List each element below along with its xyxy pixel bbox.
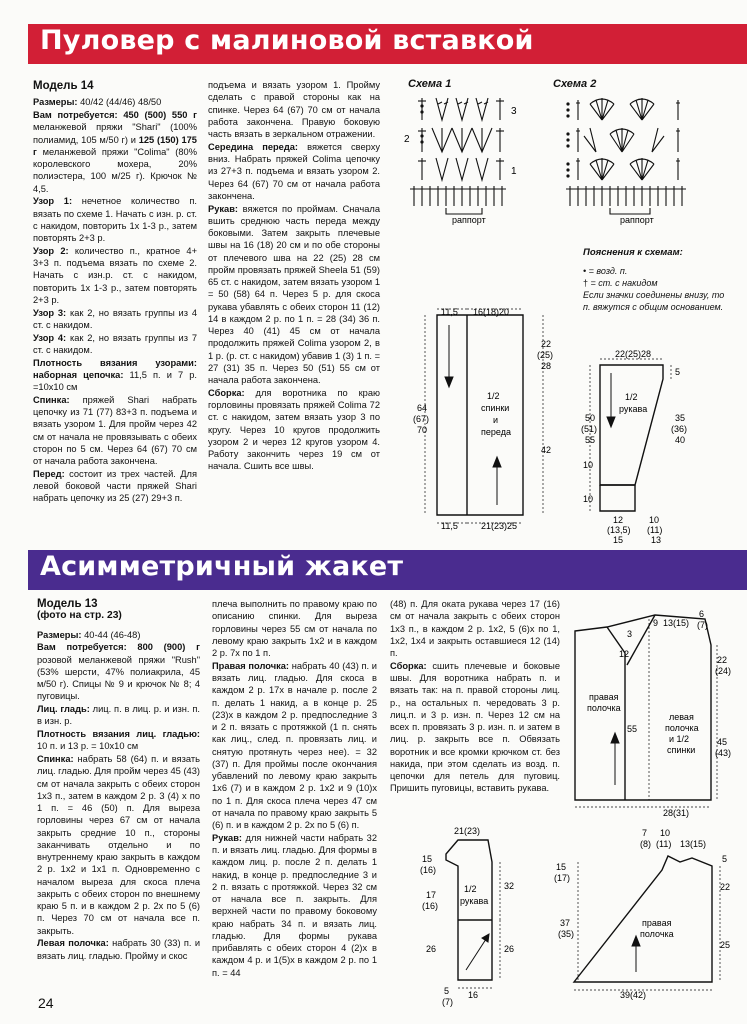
sleeve-right-a: 35 <box>675 413 686 423</box>
sleeve-label-1: 1/2 <box>625 392 638 402</box>
section2-col2-body <box>212 598 377 979</box>
pattern-jacket-sleeve <box>418 820 548 1010</box>
body-label-1: 1/2 <box>487 391 500 401</box>
front2-n39-42: 39(42) <box>620 990 647 1000</box>
body-right-dim-b: (25) <box>537 350 554 360</box>
paragraph: Перед: состоит из трех частей. Для левой боковой части пряжей Shari набрать цепочку из 25 (27) 29+3 п. <box>33 468 197 504</box>
sleeve2-n17: 17 <box>426 890 437 900</box>
sleeve2-label-2: рукава <box>460 896 489 906</box>
paragraph: Рукав: для нижней части набрать 32 п. и вязать лиц. гладью. Для формы в каждом лиц. р. после 2 п. делать 1 накид, в конце р. предпоследние 3 и 2 п. вязать с протяжкой. Через 32 см от начала все п. закрыть. Для верхней части по правому боковому краю набрать 34 п. и вязать лиц. гладью. Для формы рукава прибавлять с обеих сторон 4 (2)х в каждом 4 р. и 1(5)х в каждом 2 р. по 1 п. = 44 <box>212 832 377 978</box>
sleeve-bottom-10a: 10 <box>649 515 660 525</box>
schema1-row3 <box>418 98 504 120</box>
schema2-fans <box>576 98 680 180</box>
pattern-sleeve <box>575 345 740 545</box>
jacket-n9: 9 <box>653 618 659 628</box>
paragraph: Узор 3: как 2, но вязать группы из 4 ст. с накидом. <box>33 307 197 330</box>
front2-n13-15: 13(15) <box>680 839 707 849</box>
section2-col1-body <box>37 629 200 962</box>
pattern-jacket-front <box>552 822 744 1002</box>
body-right-dim-a: 22 <box>541 339 552 349</box>
chain-stitch-icon: • <box>583 266 587 276</box>
paragraph: (48) п. Для оката рукава через 17 (16) см от начала закрыть с обеих сторон 1х3 п., в каждом 2 р. 1х2, 5 (6)х по 1, 1х2, 1х4 и закрыть оставшиеся 12 (14) п. <box>390 599 560 658</box>
sleeve2-n7: (7) <box>442 997 453 1007</box>
schema1-row-3: 3 <box>511 106 517 117</box>
sleeve2-n15: 15 <box>422 854 433 864</box>
article-banner-jacket <box>0 548 747 592</box>
section1-col2-body <box>208 79 380 473</box>
article-title: Пуловер с малиновой вставкой <box>40 25 534 56</box>
front2-n8: (8) <box>640 839 651 849</box>
model-heading: Модель 13 <box>37 598 98 610</box>
sleeve-right-b: (36) <box>671 424 688 434</box>
body-outline <box>437 315 523 515</box>
schema1-chart <box>410 98 506 214</box>
paragraph: Середина переда: вяжется сверху вниз. Набрать пряжей Colima цепочку из 27+3 п. подъема и вязать узором 2. Через 64 (67) 70 см от начала работа закончена. <box>208 141 380 201</box>
sleeve-left-c: 55 <box>585 435 596 445</box>
front2-n7: 7 <box>642 828 648 838</box>
body-bottom-width-dim: 21(23)25 <box>481 521 518 531</box>
body-label-2: спинки <box>481 403 510 413</box>
schema2-chart <box>566 98 686 214</box>
sleeve2-label-1: 1/2 <box>464 884 477 894</box>
sleeve2-n16b: (16) <box>422 901 439 911</box>
legend-note: Если значки соединены внизу, то п. вяжутся с общим основанием. <box>583 290 725 312</box>
sleeve2-n26a: 26 <box>426 944 437 954</box>
paragraph: Плотность вязания узорами: наборная цепочка: 11,5 п. и 7 р. =10х10 см <box>33 357 197 392</box>
legend-dc: † = ст. с накидом <box>583 278 658 288</box>
dimension-lines <box>425 309 543 523</box>
sleeve-bottom-10b: (11) <box>647 525 663 535</box>
sleeve-left-10a: 10 <box>583 460 594 470</box>
sleeve-bottom-12a: 12 <box>613 515 624 525</box>
body-left-dim-a: 64 <box>417 403 428 413</box>
jacket-left-label-1: левая <box>669 712 694 722</box>
sleeve2-n5: 5 <box>444 986 450 996</box>
section2-col2 <box>212 598 377 979</box>
sleeve-left-10b: 10 <box>583 494 594 504</box>
front2-n37: 37 <box>560 918 571 928</box>
paragraph: Размеры: 40/42 (44/46) 48/50 <box>33 97 162 108</box>
paragraph: Вам потребуется: 450 (500) 550 г меланжевой пряжи "Shari" (100% полиамид, 105 м/50 г) и 125 (150) 175 г меланжевой пряжи "Colima" (80% королевского мохера, 20% полиэстера, 100 м/25 г). Крючок № 4,5. <box>33 110 197 194</box>
sleeve-left-b: (51) <box>581 424 598 434</box>
paragraph: Размеры: 40-44 (46-48) <box>37 629 141 640</box>
sleeve2-n32: 32 <box>504 881 515 891</box>
sleeve-bottom-12c: 15 <box>613 535 624 545</box>
schema1-row1 <box>418 158 504 180</box>
jacket-right-label-2: полочка <box>587 703 621 713</box>
body-left-dim-b: (67) <box>413 414 430 424</box>
body-top-left-dim: 11,5 <box>441 307 458 317</box>
article-title: Асимметричный жакет <box>40 551 404 582</box>
paragraph: Спинка: пряжей Shari набрать цепочку из 71 (77) 83+3 п. подъема и вязать узором 1. Для пройм через 42 см от начала не провязывать с обеих сторон по 5 см. Через 64 (67) 70 см от начала работа закончена. <box>33 394 197 466</box>
jacket-n7: (7) <box>697 620 708 630</box>
front2-n11: (11) <box>656 839 672 849</box>
paragraph: Плотность вязания лиц. гладью: 10 п. и 13 р. = 10х10 см <box>37 729 200 752</box>
schema-legend <box>583 247 733 313</box>
schema1-foundation <box>410 186 506 206</box>
section1-col2 <box>208 79 380 473</box>
front2-n17: (17) <box>554 873 571 883</box>
paragraph: Левая полочка: набрать 30 (33) п. и вязать лиц. гладью. Пройму и скос <box>37 938 201 961</box>
sleeve-cuff <box>600 485 635 511</box>
legend-title: Пояснения к схемам: <box>583 247 683 258</box>
jacket-n3: 3 <box>627 629 633 639</box>
article-banner-pullover <box>0 22 747 66</box>
paragraph: Сборка: для воротника по краю горловины провязать пряжей Colima 72 ст. с накидом, затем вязать узор 3 по кругу. Через 10 кругов продолжить узором 2 и через 12 кругов узором 4. Работу закончить через 19 см от начала. Сшить все швы. <box>208 387 380 472</box>
sleeve-bottom-12b: (13,5) <box>607 525 631 535</box>
crochet-charts <box>400 90 740 225</box>
jacket-right-label-1: правая <box>589 692 619 702</box>
section2-col3 <box>390 598 560 795</box>
front2-label-1: правая <box>642 918 672 928</box>
schema2-title: Схема 2 <box>553 78 597 90</box>
jacket-left-label-2: полочка <box>665 723 699 733</box>
section1-col1-body <box>33 96 197 504</box>
paragraph: Узор 2: количество п., кратное 4+ 3+3 п. подъема вязать по схеме 2. Начать с изн.р. ст. с накидом, повторить 1х 1-3 р., затем повторять 2+3 р. <box>33 245 197 305</box>
front2-n35: (35) <box>558 929 575 939</box>
front2-n5: 5 <box>722 854 728 864</box>
paragraph: Спинка: набрать 58 (64) п. и вязать лиц. гладью. Для пройм через 45 (43) см от начала закрыть с обеих сторон 1х3 п., затем в каждом 2 р. 3 (4) х по 1 п. = 46 (50) п. Для выреза горловины через 67 см от начала закрыть средние 10 п., стороны заканчивать отдельно и по внутреннему краю закрыть в каждом 2 р. 1х2 и 1х1 п. Одновременно с началом выреза для скоса плеча закрыть с обеих сторон по внешнему краю 5 п. и в каждом 2 р. 2х по 5 (6) п. Через 70 см от начала все п. закрыть. <box>37 754 200 936</box>
body-right-dim-c: 28 <box>541 361 552 371</box>
schema2-foundation <box>566 186 686 206</box>
double-crochet-icon: † <box>583 278 589 288</box>
model-heading: Модель 14 <box>33 80 94 92</box>
paragraph: Узор 1: нечетное количество п. вязать по схеме 1. Начать с изн. р. ст. с накидом, повторить 1х 1-3 р., затем повторять 2+3 р. <box>33 196 198 243</box>
schema1-rapport-label: раппорт <box>452 215 486 225</box>
front2-n15: 15 <box>556 862 567 872</box>
jacket-n12: 12 <box>619 649 630 659</box>
body-right-42: 42 <box>541 445 552 455</box>
body-top-width-dim: 16(18)20 <box>473 307 510 317</box>
paragraph: Правая полочка: набрать 40 (43) п. и вязать лиц. гладью. Для скоса в каждом 2 р. 17х в начале р. после 2 п. делать 1 накид, а в конце р. 25 (23)х в каждом 2 р. предпоследние 3 и 2 п. вязать с протяжкой (1 п. снять как лиц., след. п. провязать лиц. и снятую протянуть через нее). = 32 (37) п. Для проймы после окончания убавлений по левому краю закрыть 1х6 (7) и в каждом 2 р. 1х2 и 9 (10)х по 1 п. Для скоса плеча через 47 см от начала по правому краю закрыть 5 (6) п. и в каждом 2 р. 2х по 5 (6) п. <box>212 660 377 830</box>
sleeve2-outline <box>446 840 492 980</box>
body-bottom-left-dim: 11,5 <box>441 521 458 531</box>
legend-chain: • = возд. п. <box>583 266 628 276</box>
sleeve-top-dim: 22(25)28 <box>615 349 652 359</box>
jacket-n24: (24) <box>715 666 732 676</box>
jacket-n55: 55 <box>627 724 638 734</box>
jacket-n22: 22 <box>717 655 728 665</box>
sleeve-right-c: 40 <box>675 435 686 445</box>
paragraph: Лиц. гладь: лиц. п. в лиц. р. и изн. п. в изн. р. <box>37 704 200 727</box>
sleeve-left-a: 50 <box>585 413 596 423</box>
section1-col1 <box>33 80 197 505</box>
schema2-rapport-bracket <box>610 208 650 214</box>
sleeve-outline <box>600 365 663 485</box>
paragraph: плеча выполнить по правому краю по описанию спинки. Для выреза горловины через 55 см от начала по левому краю закрыть 1х2 и в каждом 2 р. 7х по 1 п. <box>212 599 377 658</box>
schema1-row-1: 1 <box>511 166 517 177</box>
sleeve2-n26b: 26 <box>504 944 515 954</box>
sleeve2-n16c: 16 <box>468 990 479 1000</box>
sleeve-right-5: 5 <box>675 367 681 377</box>
paragraph: Сборка: сшить плечевые и боковые швы. Для воротника набрать п. и вязать так: на п. правой стороны лиц. р., на остальных п. чередовать 3 р. лиц.п. и 3 р. изн. п. Через 12 см на всех п. провязать 3 р. изн. п. и затем в лиц. р. закрыть все п. Обвязать воротник и все кромки крючком ст. без накида, при этом сделать из возд. п. цепочки для петель для пуговиц. Пришить пуговицы, вставить рукава. <box>390 660 560 794</box>
jacket-n43: (43) <box>715 748 732 758</box>
pattern-body <box>405 305 570 540</box>
pattern-jacket-back <box>565 605 743 820</box>
sleeve-bottom-10c: 13 <box>651 535 662 545</box>
paragraph: Узор 4: как 2, но вязать группы из 7 ст. с накидом. <box>33 332 197 355</box>
schema1-row-2: 2 <box>404 134 410 145</box>
body-label-4: переда <box>481 427 511 437</box>
jacket-n28-31: 28(31) <box>663 808 690 818</box>
schema2-rapport-label: раппорт <box>620 215 654 225</box>
front2-n25: 25 <box>720 940 731 950</box>
section2-col3-body <box>390 598 560 795</box>
paragraph: подъема и вязать узором 1. Пройму сделать с правой стороны как на спинке. Через 64 (67) 70 см от начала работа закончена. Правую боковую часть вязать в зеркальном отражении. <box>208 80 380 139</box>
sleeve2-top: 21(23) <box>454 826 481 836</box>
jacket-n6: 6 <box>699 609 705 619</box>
page-number: 24 <box>38 995 54 1011</box>
sleeve-label-2: рукава <box>619 404 648 414</box>
jacket-left-label-3: и 1/2 <box>669 734 690 744</box>
photo-reference: (фото на стр. 23) <box>37 610 122 622</box>
jacket-n45: 45 <box>717 737 728 747</box>
schema1-rapport-bracket <box>446 208 482 214</box>
body-left-dim-c: 70 <box>417 425 428 435</box>
body-label-3: и <box>493 415 499 425</box>
schema1-title: Схема 1 <box>408 78 452 90</box>
paragraph: Вам потребуется: 800 (900) г розовой меланжевой пряжи "Rush" (53% шерсти, 47% полиакрила, 45 м/50 г). Спицы № 9 и крючок № 8; 4 пуговицы. <box>37 642 200 702</box>
jacket-n13-15: 13(15) <box>663 618 690 628</box>
paragraph: Рукав: вяжется по проймам. Сначала вшить среднюю часть переда между боковыми. Затем закрыть плечевые швы на 16 (18) 20 см и по обе стороны от плечевого шва на 22 (25) 28 см пройм провязать пряжей Sheela 51 (59) 65 ст. с накидом, затем вязать узором 1 = 50 (58) 64 п. Через 5 р. для скоса рукава убавлять с обеих сторон 11 (12) 14 в каждом 2 р. по 1 п. = 28 (34) 36 п. Через 40 (41) 45 см от начала продолжить пряжей Colima узором 2, в 1 р. (р. ст. с накидом) убавив 1 (3) 1 п. = 27 (31) 35 п. Через 50 (51) 55 см от начала работа закончена. <box>208 203 380 385</box>
front2-n22: 22 <box>720 882 731 892</box>
front2-n10: 10 <box>660 828 671 838</box>
section2-col1 <box>37 598 200 962</box>
schema1-row2 <box>418 128 504 152</box>
sleeve2-n16: (16) <box>420 865 437 875</box>
jacket-left-label-4: спинки <box>667 745 696 755</box>
schema2-dots <box>566 102 569 177</box>
front2-label-2: полочка <box>640 929 674 939</box>
